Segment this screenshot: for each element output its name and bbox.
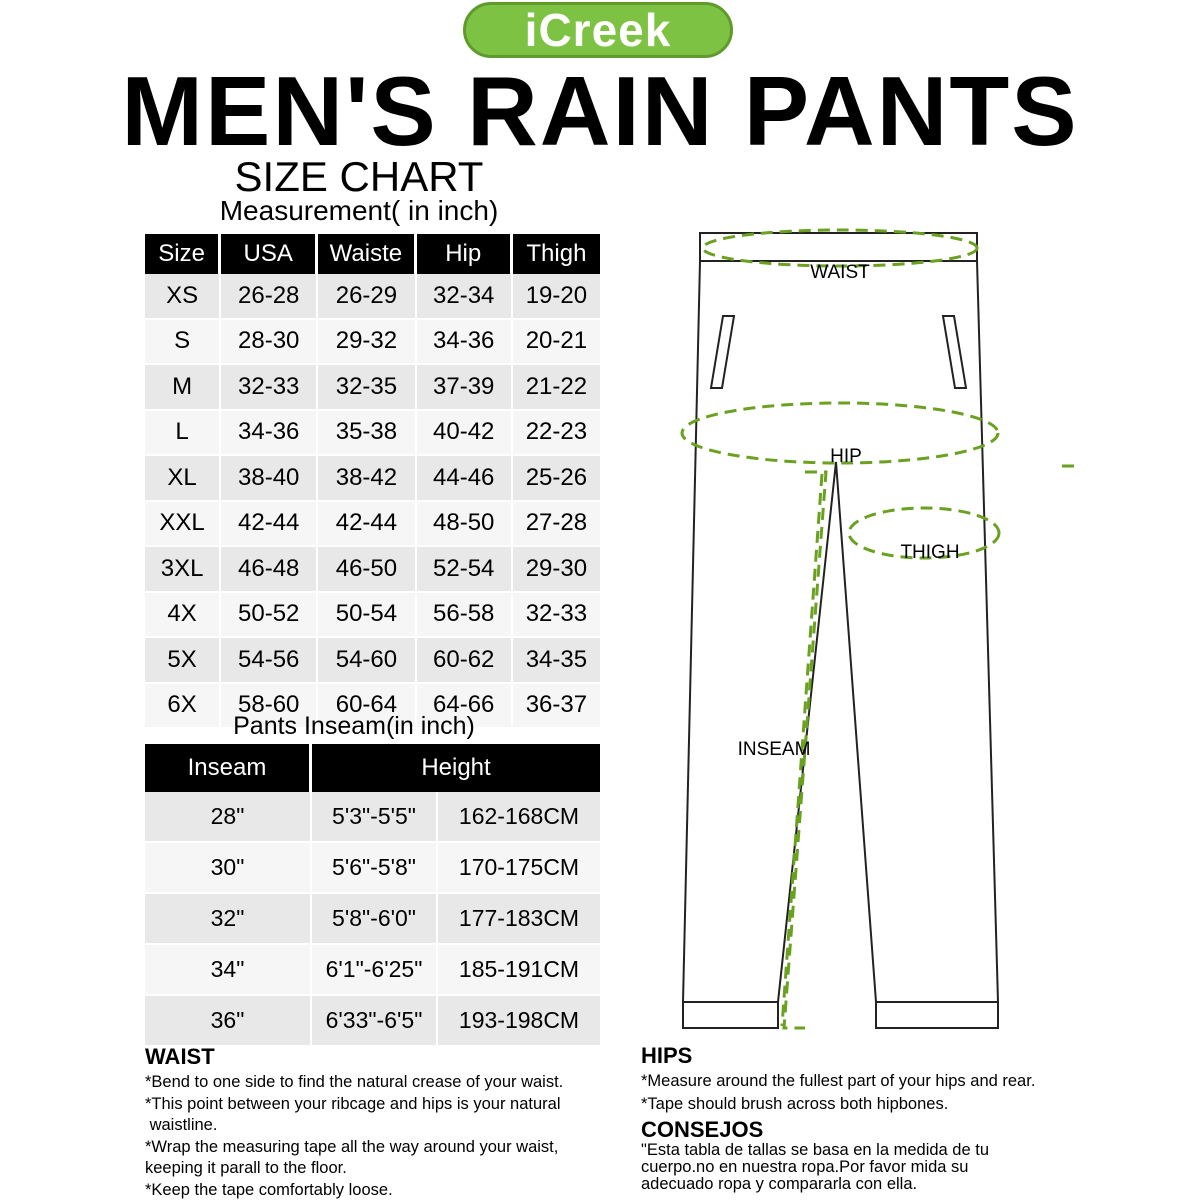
waist-cell: 38-42 (318, 456, 416, 502)
table-row (145, 843, 600, 894)
waist-cell: 50-54 (318, 593, 416, 639)
hip-cell: 48-50 (417, 502, 513, 548)
size-table (145, 234, 600, 729)
inseam-cell: 28" (145, 792, 312, 843)
thigh-cell: 21-22 (513, 365, 600, 411)
thigh-label: THIGH (900, 542, 960, 563)
header-hip: Hip (417, 234, 513, 274)
table-row (145, 456, 600, 502)
table-row (145, 593, 600, 639)
waist-label: WAIST (810, 262, 870, 283)
hips-note: *Measure around the fullest part of your hips and rear. (641, 1072, 1036, 1090)
thigh-cell: 29-30 (513, 547, 600, 593)
height-cm-cell: 162-168CM (438, 792, 600, 843)
hip-cell: 44-46 (417, 456, 513, 502)
consejos-heading: CONSEJOS (641, 1117, 764, 1142)
left-cuff (683, 1002, 778, 1028)
waist-note: *Wrap the measuring tape all the way around your waist, (145, 1138, 559, 1156)
right-pocket (943, 316, 966, 388)
thigh-cell: 22-23 (513, 411, 600, 457)
thigh-cell: 27-28 (513, 502, 600, 548)
table-row (145, 320, 600, 366)
height-cm-cell: 177-183CM (438, 894, 600, 945)
hip-cell: 40-42 (417, 411, 513, 457)
height-cm-cell: 185-191CM (438, 945, 600, 996)
inseam-cell: 36" (145, 996, 312, 1047)
hip-cell: 64-66 (417, 684, 513, 730)
header-thigh: Thigh (513, 234, 600, 274)
inseam-cell: 32" (145, 894, 312, 945)
height-ft-cell: 5'6"-5'8" (312, 843, 438, 894)
pants-body (683, 261, 998, 1002)
table-row (145, 502, 600, 548)
table-row (145, 894, 600, 945)
table-row (145, 547, 600, 593)
consejos-note: "Esta tabla de tallas se basa en la medida de tu (641, 1141, 989, 1159)
thigh-cell: 32-33 (513, 593, 600, 639)
hips-heading: HIPS (641, 1043, 693, 1068)
right-cuff (876, 1002, 998, 1028)
size-cell: XS (145, 274, 221, 320)
pants-diagram (640, 220, 1100, 1040)
size-cell: 4X (145, 593, 221, 639)
consejos-note: adecuado ropa y compararla con ella. (641, 1175, 918, 1193)
hip-label: HIP (830, 446, 862, 467)
usa-cell: 38-40 (221, 456, 318, 502)
hip-cell: 37-39 (417, 365, 513, 411)
size-cell: XXL (145, 502, 221, 548)
thigh-cell: 34-35 (513, 638, 600, 684)
measurement-subtitle: Measurement( in inch) (219, 195, 499, 226)
table-row (145, 274, 600, 320)
thigh-cell: 36-37 (513, 684, 600, 730)
waist-cell: 54-60 (318, 638, 416, 684)
header-size: Size (145, 234, 221, 274)
hips-note: *Tape should brush across both hipbones. (641, 1095, 949, 1113)
thigh-cell: 19-20 (513, 274, 600, 320)
page-title: MEN'S RAIN PANTS (121, 56, 1079, 166)
waist-cell: 46-50 (318, 547, 416, 593)
thigh-cell: 20-21 (513, 320, 600, 366)
waist-note: *Keep the tape comfortably loose. (145, 1181, 393, 1199)
inseam-label: INSEAM (737, 739, 811, 760)
table-row (145, 365, 600, 411)
usa-cell: 46-48 (221, 547, 318, 593)
table-row (145, 945, 600, 996)
waist-cell: 35-38 (318, 411, 416, 457)
inseam-table-header (145, 744, 600, 792)
waistband (700, 233, 977, 261)
measure-lines (682, 230, 1080, 1028)
table-row (145, 638, 600, 684)
table-row (145, 996, 600, 1047)
size-cell: 3XL (145, 547, 221, 593)
waist-note: *This point between your ribcage and hips is your natural (145, 1095, 561, 1113)
height-ft-cell: 6'33"-6'5" (312, 996, 438, 1047)
left-pocket (711, 316, 734, 388)
header-height: Height (312, 744, 600, 792)
table-row (145, 792, 600, 843)
inseam-table (145, 744, 600, 1047)
height-cm-cell: 170-175CM (438, 843, 600, 894)
size-cell: M (145, 365, 221, 411)
header-usa: USA (221, 234, 318, 274)
usa-cell: 54-56 (221, 638, 318, 684)
height-ft-cell: 5'8"-6'0" (312, 894, 438, 945)
waist-cell: 60-64 (318, 684, 416, 730)
inseam-subtitle: Pants Inseam(in inch) (233, 712, 475, 740)
usa-cell: 58-60 (221, 684, 318, 730)
usa-cell: 32-33 (221, 365, 318, 411)
waist-cell: 42-44 (318, 502, 416, 548)
size-cell: 6X (145, 684, 221, 730)
hip-cell: 52-54 (417, 547, 513, 593)
waist-cell: 32-35 (318, 365, 416, 411)
inseam-cell: 34" (145, 945, 312, 996)
hip-cell: 32-34 (417, 274, 513, 320)
waist-heading: WAIST (145, 1044, 215, 1069)
hip-cell: 56-58 (417, 593, 513, 639)
header-waist: Waiste (318, 234, 416, 274)
waist-note: keeping it parall to the floor. (145, 1159, 347, 1177)
size-cell: 5X (145, 638, 221, 684)
hip-cell: 60-62 (417, 638, 513, 684)
usa-cell: 50-52 (221, 593, 318, 639)
header-inseam: Inseam (145, 744, 312, 792)
size-cell: S (145, 320, 221, 366)
height-cm-cell: 193-198CM (438, 996, 600, 1047)
waist-cell: 29-32 (318, 320, 416, 366)
brand-logo (463, 2, 733, 58)
brand-logo-text: iCreek (524, 4, 672, 56)
usa-cell: 34-36 (221, 411, 318, 457)
height-ft-cell: 5'3"-5'5" (312, 792, 438, 843)
waist-cell: 26-29 (318, 274, 416, 320)
size-cell: XL (145, 456, 221, 502)
height-ft-cell: 6'1"-6'25" (312, 945, 438, 996)
usa-cell: 42-44 (221, 502, 318, 548)
size-chart-title: SIZE CHART (234, 153, 484, 200)
waist-note: waistline. (145, 1116, 218, 1134)
pants-outline (683, 233, 998, 1028)
waist-note: *Bend to one side to find the natural crease of your waist. (145, 1073, 564, 1091)
consejos-note: cuerpo.no en nuestra ropa.Por favor mida su (641, 1158, 969, 1176)
hip-cell: 34-36 (417, 320, 513, 366)
thigh-cell: 25-26 (513, 456, 600, 502)
size-table-header (145, 234, 600, 274)
usa-cell: 26-28 (221, 274, 318, 320)
size-cell: L (145, 411, 221, 457)
table-row (145, 411, 600, 457)
usa-cell: 28-30 (221, 320, 318, 366)
inseam-cell: 30" (145, 843, 312, 894)
